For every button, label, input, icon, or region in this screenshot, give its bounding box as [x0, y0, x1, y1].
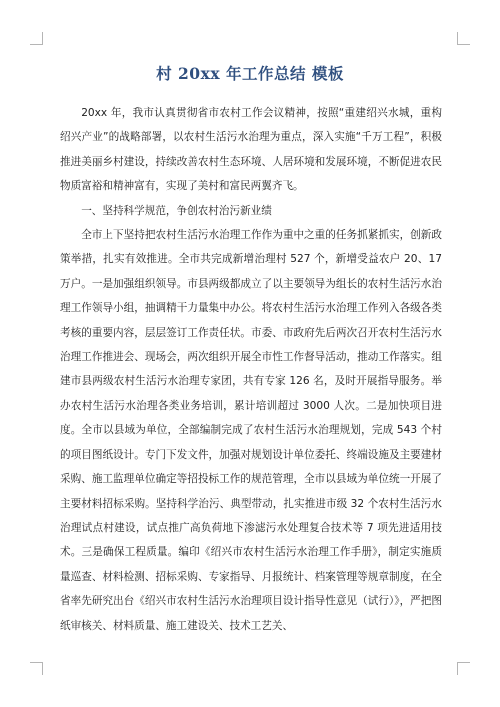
document-body — [60, 101, 442, 638]
corner-mark-top-left — [30, 32, 43, 45]
body-paragraph: 全市上下坚持把农村生活污水治理工作作为重中之重的任务抓紧抓实，创新政策举措，扎实有效推进。全市共完成新增治理村 527 个，新增受益农户 20、17 万户。一是加强组织领导。市县两级都成立了以主要领导为组长的农村生活污水治理工作领导小组，抽调精干力量集中办公。将农村生活污水治理工作列入各级各类考核的重要内容，层层签订工作责任状。市委、市政府先后两次召开农村生活污水治理工作推进会、现场会，两次组织开展全市性工作督导活动，推动工作落实。组建市县两级农村生活污水治理专家团，共有专家 126 名，及时开展指导服务。举办农村生活污水治理各类业务培训，累计培训超过 3000 人次。二是加快项目进度。全市以县域为单位，全部编制完成了农村生活污水治理规划，完成 543 个村的项目图纸设计。专门下发文件，加强对规划设计单位委托、终端设施及主要建材采购、施工监理单位确定等招投标工作的规范管理，全市以县域为单位统一开展了主要材料招标采购。坚持科学治污、典型带动，扎实推进市级 32 个农村生活污水治理试点村建设，试点推广高负荷地下渗滤污水处理复合技术等 7 项先进适用技术。三是确保工程质量。编印《绍兴市农村生活污水治理工作手册》，制定实施质量巡查、材料检测、招标采购、专家指导、月报统计、档案管理等规章制度，在全省率先研究出台《绍兴市农村生活污水治理项目设计指导性意见（试行）》，严把图纸审核关、材料质量、施工建设关、技术工艺关、 — [60, 229, 442, 632]
document-title: 村 20xx 年工作总结 模板 — [156, 64, 344, 83]
corner-mark-bottom-left — [30, 662, 43, 675]
intro-paragraph: 20xx 年，我市认真贯彻省市农村工作会议精神，按照“重建绍兴水城，重构绍兴产业”的战略部署，以农村生活污水治理为重点，深入实施“千万工程”，积极推进美丽乡村建设，持续改善农村生态环境、人居环境和发展环境，不断促进农民物质富裕和精神富有，实现了美村和富民两翼齐飞。 — [60, 107, 442, 193]
corner-mark-bottom-right — [457, 662, 470, 675]
corner-mark-top-right — [457, 32, 470, 45]
section-heading: 一、坚持科学规范，争创农村治污新业绩 — [81, 204, 272, 217]
